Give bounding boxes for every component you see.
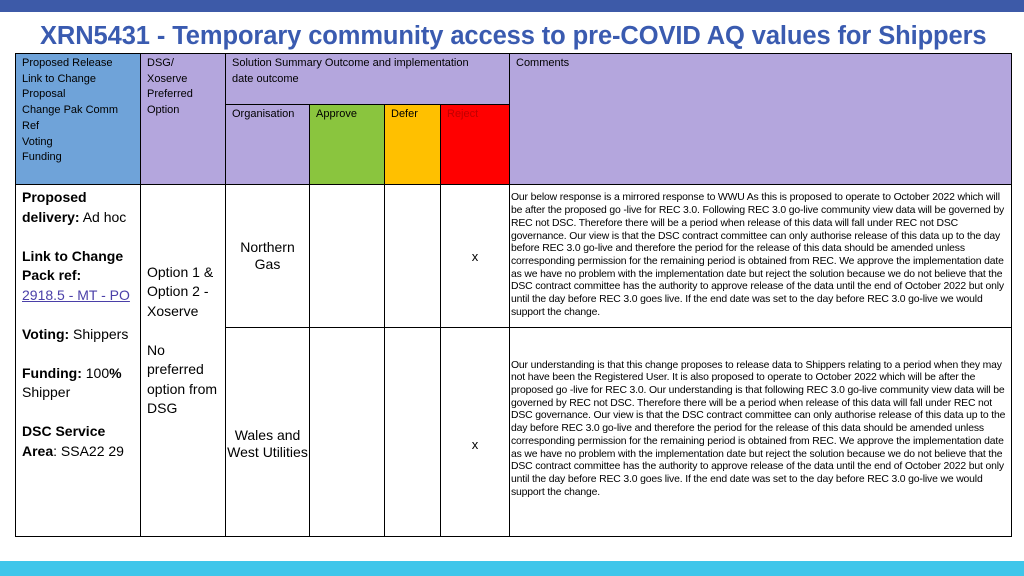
release-details: Proposed delivery: Ad hoc Link to Change Pack ref: 2918.5 - MT - PO Voting: Shippers Funding: 100% Shipper DSC Service Area: SSA22 29 [16,185,141,537]
comment-wales-west-utilities: Our understanding is that this change proposes to release data to Shippers relating to a period when they may not have been the Registered User. It is also proposed to operate to October 2022 which will be after the proposed go -live for REC 3.0. Our understanding is that following REC 3.0 go-live community view data will be governed by REC not DSC. Therefore there will be a period when release of this data will fall under REC not DSC governance. Our view is that the DSC contract committee can only authorise release of this data up to the day before REC 3.0 go-live and therefore the period for the release of this data should be amended unless corresponding permission for the remaining period is obtained from REC. We approve the implementation date as we have no problem with the implementation date but reject the solution because we do not believe that the DSC contract committee has the authority to approve release of the data until the end of October 2022 but only until the day before REC 3.0 goes live. If the end date was set to the day before REC 3.0 go-live we would support the change. [510,328,1012,537]
approve-cell [310,328,385,537]
preferred-option: Option 1 & Option 2 - Xoserve No preferred option from DSG [141,185,226,537]
top-accent-bar [0,0,1024,12]
header-solution-summary: Solution Summary Outcome and implementation date outcome [226,54,510,105]
header-release-info: Proposed Release Link to Change Proposal Change Pak Comm Ref Voting Funding [16,54,141,185]
approve-cell [310,185,385,328]
page-title: XRN5431 - Temporary community access to pre-COVID AQ values for Shippers [40,22,987,50]
change-pack-link[interactable]: 2918.5 - MT - PO [22,286,130,303]
defer-cell [385,328,441,537]
org-northern-gas: Northern Gas [226,185,310,328]
header-organisation: Organisation [226,105,310,185]
header-approve: Approve [310,105,385,185]
header-defer: Defer [385,105,441,185]
bottom-accent-bar [0,561,1024,576]
header-preferred-option: DSG/ Xoserve Preferred Option [141,54,226,185]
comment-northern-gas: Our below response is a mirrored response to WWU As this is proposed to operate to October 2022 which will be after the proposed go -live for REC 3.0. Following REC 3.0 go-live community view data will be governed by REC not DSC. Therefore there will be a period when release of this data will fall under REC not DSC governance. Our view is that the DSC contract committee can only authorise release of this data up to the day before REC 3.0 go-live and therefore the period for the release of this data should be amended unless corresponding permission for the remaining period is obtained from REC. We approve the implementation date as we have no problem with the implementation date but reject the solution because we do not believe that the DSC contract committee has the authority to approve release of the data until the end of October 2022 but only until the day before REC 3.0 goes live. If the end date was set to the day before REC 3.0 go-live we would support the change. [510,185,1012,328]
header-reject: Reject [441,105,510,185]
org-wales-west-utilities: Wales and West Utilities [226,328,310,537]
header-comments: Comments [510,54,1012,185]
reject-cell: x [441,328,510,537]
responses-table [15,53,1012,537]
reject-cell: x [441,185,510,328]
defer-cell [385,185,441,328]
